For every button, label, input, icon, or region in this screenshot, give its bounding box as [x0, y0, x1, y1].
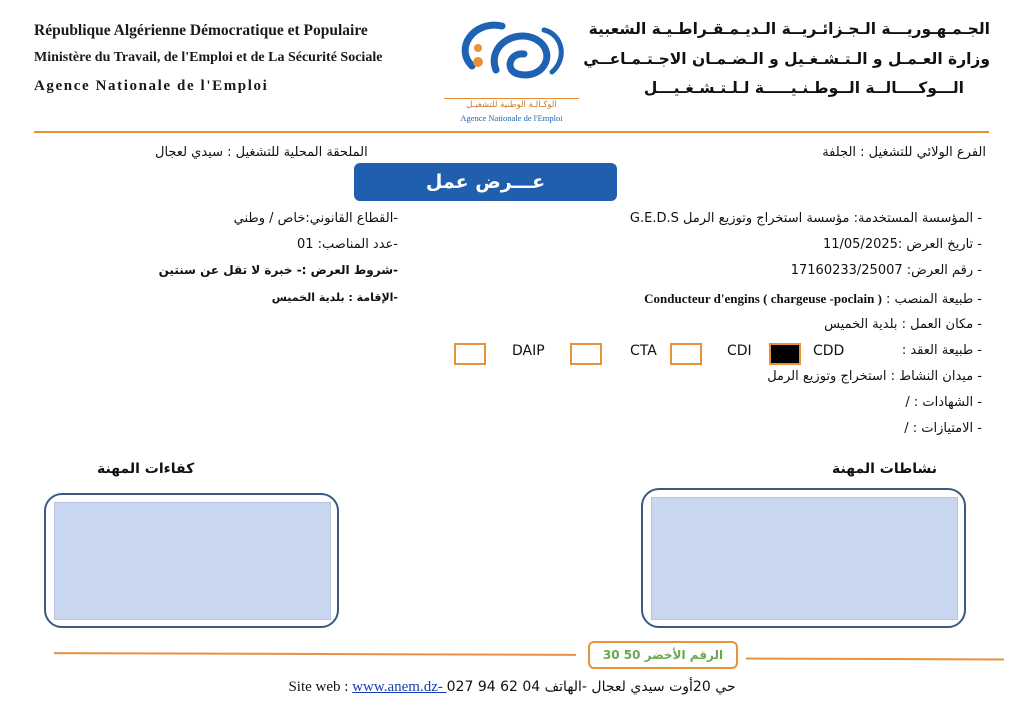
document-title: عـــرض عمل	[354, 163, 617, 201]
contract-checkbox-cdi[interactable]	[670, 343, 702, 365]
section-title-activities: نشاطات المهنة	[832, 461, 938, 477]
anem-logo	[444, 8, 579, 126]
anem-logo-mark-icon	[444, 8, 579, 100]
section-title-competences: كفاءات المهنة	[97, 461, 195, 477]
contract-checkbox-cdd[interactable]	[769, 343, 801, 365]
field-employer: - المؤسسة المستخدمة: مؤسسة استخراج وتوزيع الرمل G.E.D.S	[629, 211, 982, 226]
field-post-nature-label: - طبيعة المنصب :	[886, 292, 982, 307]
field-post-nature-value: Conducteur d'engins ( chargeuse -poclain )	[644, 291, 882, 306]
header-fr-line1: République Algérienne Démocratique et Populaire	[34, 22, 368, 39]
field-legal-sector: -القطاع القانوني:خاص / وطني	[233, 211, 398, 226]
field-work-place: - مكان العمل : بلدية الخميس	[824, 317, 982, 332]
field-contract-type: - طبيعة العقد :	[901, 343, 982, 358]
header-ar-line1: الجـمـهـوريـــة الـجـزائـريــة الـديـمـقـراطـيـة الشعبية	[588, 20, 990, 38]
header-ar-line2: وزارة العـمـل و الـتـشـغـيل و الـضـمـان الاجـتـمـاعــي	[583, 50, 990, 68]
branch-wilaya: الفرع الولائي للتشغيل : الجلفة	[822, 145, 986, 160]
footer-contact	[0, 679, 1024, 696]
header-ar-line3: الـــوكــــالــة الــوطـنـيـــــة لـلـتـشـغـيـــل	[643, 79, 964, 97]
contract-checkbox-cta[interactable]	[570, 343, 602, 365]
contract-label-cta: CTA	[630, 343, 657, 359]
field-post-nature	[644, 291, 982, 307]
field-offer-date: - تاريخ العرض :11/05/2025	[822, 237, 982, 252]
green-number-badge: الرقم الأخضر 50 30	[588, 641, 738, 669]
footer-line-right	[746, 658, 1004, 661]
field-activity-domain: - ميدان النشاط : استخراج وتوزيع الرمل	[767, 369, 982, 384]
header-divider	[34, 131, 989, 133]
branch-local: الملحقة المحلية للتشغيل : سيدي لعجال	[155, 145, 368, 160]
footer-line-left	[54, 652, 576, 656]
field-positions-count: -عدد المناصب: 01	[296, 237, 398, 252]
field-diplomas: - الشهادات : /	[905, 395, 982, 410]
contract-label-cdd: CDD	[813, 343, 845, 359]
header-fr-line3: Agence Nationale de l'Emploi	[34, 78, 269, 94]
field-residence: -الإقامة : بلدية الخميس	[271, 291, 398, 304]
logo-fr-text: Agence Nationale de l'Emploi	[460, 113, 563, 123]
activities-panel-fill[interactable]	[651, 497, 958, 620]
contract-checkbox-daip[interactable]	[454, 343, 486, 365]
field-benefits: - الامتيازات : /	[904, 421, 982, 436]
contract-label-daip: DAIP	[512, 343, 545, 359]
field-offer-number: - رقم العرض: 17160233/25007	[790, 263, 982, 278]
competences-panel-fill[interactable]	[54, 502, 331, 620]
footer-site-prefix: Site web :	[288, 679, 353, 695]
footer-address: حي 20أوت سيدي لعجال -الهاتف 04 62 94 027	[446, 679, 736, 695]
contract-label-cdi: CDI	[727, 343, 752, 359]
header-fr-line2: Ministère du Travail, de l'Emploi et de La Sécurité Sociale	[34, 50, 383, 65]
footer-site-link[interactable]: www.anem.dz-	[352, 679, 447, 695]
logo-ar-text: الوكـالـة الوطنية للتشغيـل	[466, 100, 557, 110]
field-offer-conditions: -شروط العرض :- خبرة لا تقل عن سنتين	[158, 263, 398, 277]
